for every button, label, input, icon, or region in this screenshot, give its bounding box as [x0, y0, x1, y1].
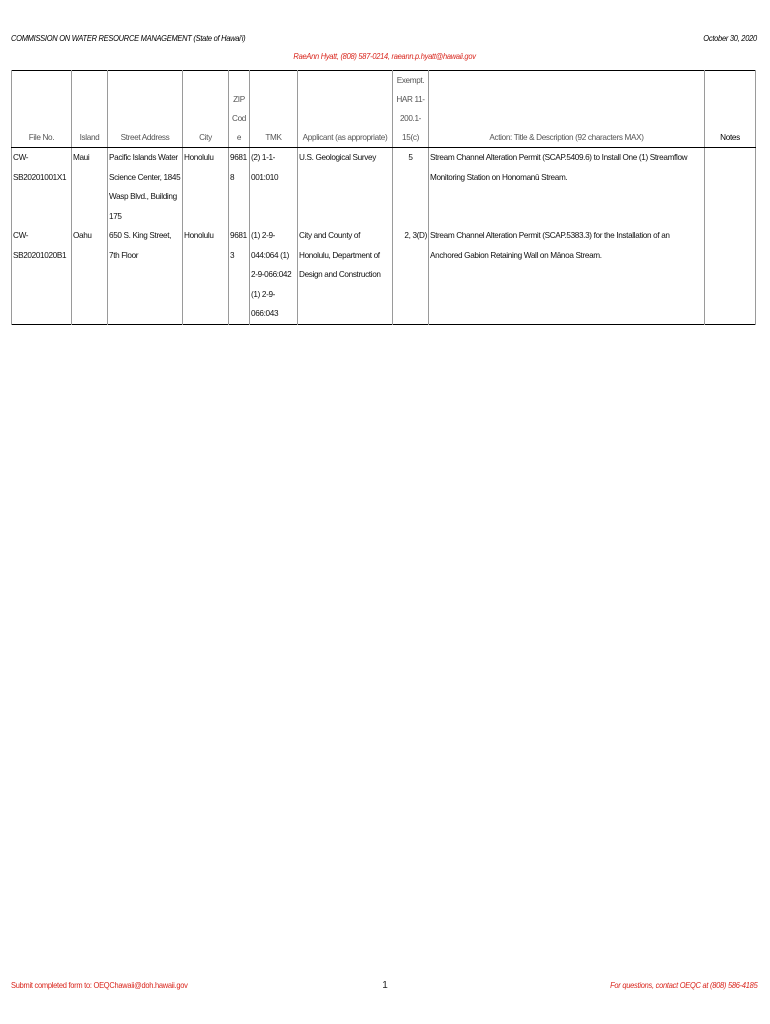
- cell-tmk: (2) 1-1-001:010: [250, 148, 298, 227]
- col-header-zip: ZIP Code: [229, 71, 250, 148]
- submit-instructions: Submit completed form to: OEQChawaii@doh.hawaii.gov: [11, 980, 188, 990]
- col-header-exempt: Exempt. HAR 11-200.1-15(c): [393, 71, 429, 148]
- cell-city: Honolulu: [183, 226, 229, 324]
- cell-street-address: 650 S. King Street, 7th Floor: [108, 226, 183, 324]
- contact-text: RaeAnn Hyatt, (808) 587-0214, raeann.p.hyatt@hawaii.gov: [293, 51, 477, 61]
- cell-exempt: 5: [393, 148, 429, 227]
- col-header-notes: Notes: [705, 71, 756, 148]
- cell-action: Stream Channel Alteration Permit (SCAP.5383.3) for the Installation of an Anchored Gabion Retaining Wall on Mānoa Stream.: [429, 226, 705, 324]
- cell-applicant: U.S. Geological Survey: [298, 148, 393, 227]
- cell-exempt: 2, 3(D): [393, 226, 429, 324]
- cell-zip: 96818: [229, 148, 250, 227]
- cell-file-no: CW-SB20201020B1: [12, 226, 72, 324]
- cell-street-address: Pacific Islands Water Science Center, 1845 Wasp Blvd., Building 175: [108, 148, 183, 227]
- cell-city: Honolulu: [183, 148, 229, 227]
- cell-island: Maui: [72, 148, 108, 227]
- questions-contact: For questions, contact OEQC at (808) 586-4185: [609, 980, 757, 990]
- table-header-row: [12, 71, 756, 148]
- col-header-applicant: Applicant (as appropriate): [298, 71, 393, 148]
- col-header-island: Island: [72, 71, 108, 148]
- table-row: [12, 148, 756, 227]
- col-header-action: Action: Title & Description (92 characters MAX): [429, 71, 705, 148]
- agency-header: COMMISSION ON WATER RESOURCE MANAGEMENT (State of Hawai'i): [11, 33, 246, 43]
- table-row: [12, 226, 756, 324]
- cell-island: Oahu: [72, 226, 108, 324]
- col-header-street-address: Street Address: [108, 71, 183, 148]
- report-date: October 30, 2020: [703, 33, 757, 43]
- cell-zip: 96813: [229, 226, 250, 324]
- cell-action: Stream Channel Alteration Permit (SCAP.5409.6) to Install One (1) Streamflow Monitoring Station on Honomanū Stream.: [429, 148, 705, 227]
- contact-line: [0, 51, 770, 61]
- cell-applicant: City and County of Honolulu, Department of Design and Construction: [298, 226, 393, 324]
- col-header-tmk: TMK: [250, 71, 298, 148]
- cell-notes: [705, 148, 756, 227]
- cell-file-no: CW-SB20201001X1: [12, 148, 72, 227]
- page-number: 1: [382, 980, 388, 991]
- col-header-city: City: [183, 71, 229, 148]
- cell-tmk: (1) 2-9-044:064 (1) 2-9-066:042 (1) 2-9-066:043: [250, 226, 298, 324]
- cell-notes: [705, 226, 756, 324]
- col-header-file-no: File No.: [12, 71, 72, 148]
- environmental-review-table: [11, 70, 756, 325]
